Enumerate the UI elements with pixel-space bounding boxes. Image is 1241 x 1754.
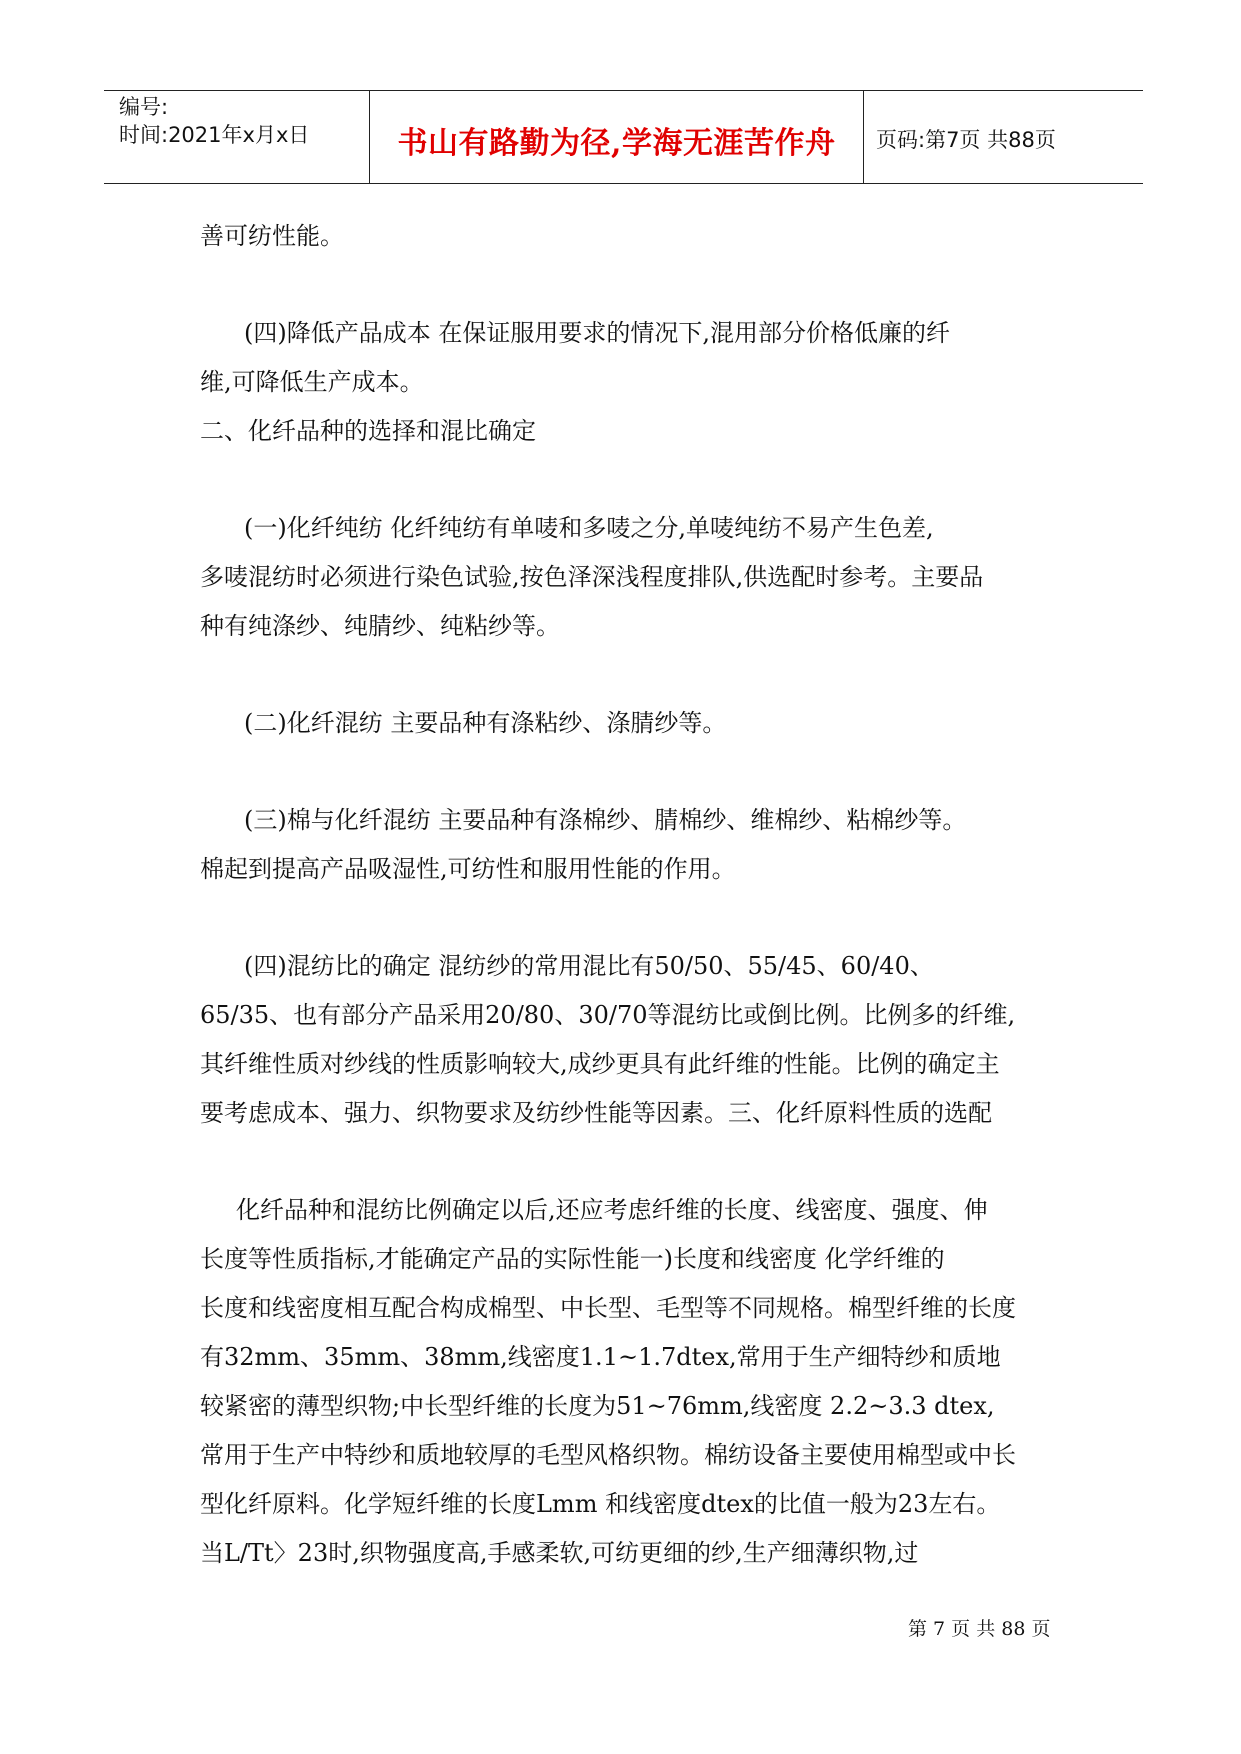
page-footer: 第 7 页 共 88 页 [908, 1618, 1051, 1640]
document-body [200, 212, 1070, 1578]
text-line: 要考虑成本、强力、织物要求及纺纱性能等因素。三、化纤原料性质的选配 [200, 1099, 992, 1127]
text-line: (四)混纺比的确定 混纺纱的常用混比有50/50、55/45、60/40、 [244, 952, 934, 980]
page-info-text: 页码:第7页 共88页 [876, 128, 1056, 152]
text-line: 长度等性质指标,才能确定产品的实际性能一)长度和线密度 化学纤维的 [200, 1245, 945, 1273]
text-line: 长度和线密度相互配合构成棉型、中长型、毛型等不同规格。棉型纤维的长度 [200, 1294, 1016, 1322]
text-line: 维,可降低生产成本。 [200, 368, 424, 396]
text-line: (二)化纤混纺 主要品种有涤粘纱、涤腈纱等。 [244, 709, 727, 737]
text-line: 棉起到提高产品吸湿性,可纺性和服用性能的作用。 [200, 855, 736, 883]
text-line: 较紧密的薄型织物;中长型纤维的长度为51~76mm,线密度 2.2~3.3 dtex, [200, 1392, 995, 1420]
text-line: 化纤品种和混纺比例确定以后,还应考虑纤维的长度、线密度、强度、伸 [236, 1196, 988, 1224]
section-heading: 二、化纤品种的选择和混比确定 [200, 417, 536, 445]
text-line: 种有纯涤纱、纯腈纱、纯粘纱等。 [200, 612, 560, 640]
header-page-info [864, 91, 1143, 183]
text-line: 善可纺性能。 [200, 222, 344, 250]
text-line: 其纤维性质对纱线的性质影响较大,成纱更具有此纤维的性能。比例的确定主 [200, 1050, 1000, 1078]
text-line: 多唛混纺时必须进行染色试验,按色泽深浅程度排队,供选配时参考。主要品 [200, 563, 984, 591]
text-line: 有32mm、35mm、38mm,线密度1.1~1.7dtex,常用于生产细特纱和质地 [200, 1343, 1001, 1371]
text-line: (一)化纤纯纺 化纤纯纺有单唛和多唛之分,单唛纯纺不易产生色差, [244, 514, 934, 542]
document-header [104, 90, 1143, 184]
header-meta [104, 91, 370, 183]
header-motto-cell [370, 91, 864, 183]
text-line: 型化纤原料。化学短纤维的长度Lmm 和线密度dtex的比值一般为23左右。 [200, 1490, 1001, 1518]
text-line: 常用于生产中特纱和质地较厚的毛型风格织物。棉纺设备主要使用棉型或中长 [200, 1441, 1016, 1469]
text-line: (三)棉与化纤混纺 主要品种有涤棉纱、腈棉纱、维棉纱、粘棉纱等。 [244, 806, 967, 834]
text-line: 65/35、也有部分产品采用20/80、30/70等混纺比或倒比例。比例多的纤维, [200, 1001, 1016, 1029]
date-line: 时间:2021年x月x日 [119, 123, 310, 147]
number-label: 编号: [119, 95, 169, 119]
text-line: (四)降低产品成本 在保证服用要求的情况下,混用部分价格低廉的纤 [244, 319, 950, 347]
text-line: 当L/Tt〉23时,织物强度高,手感柔软,可纺更细的纱,生产细薄织物,过 [200, 1539, 919, 1567]
motto-text: 书山有路勤为径,学海无涯苦作舟 [397, 126, 836, 161]
